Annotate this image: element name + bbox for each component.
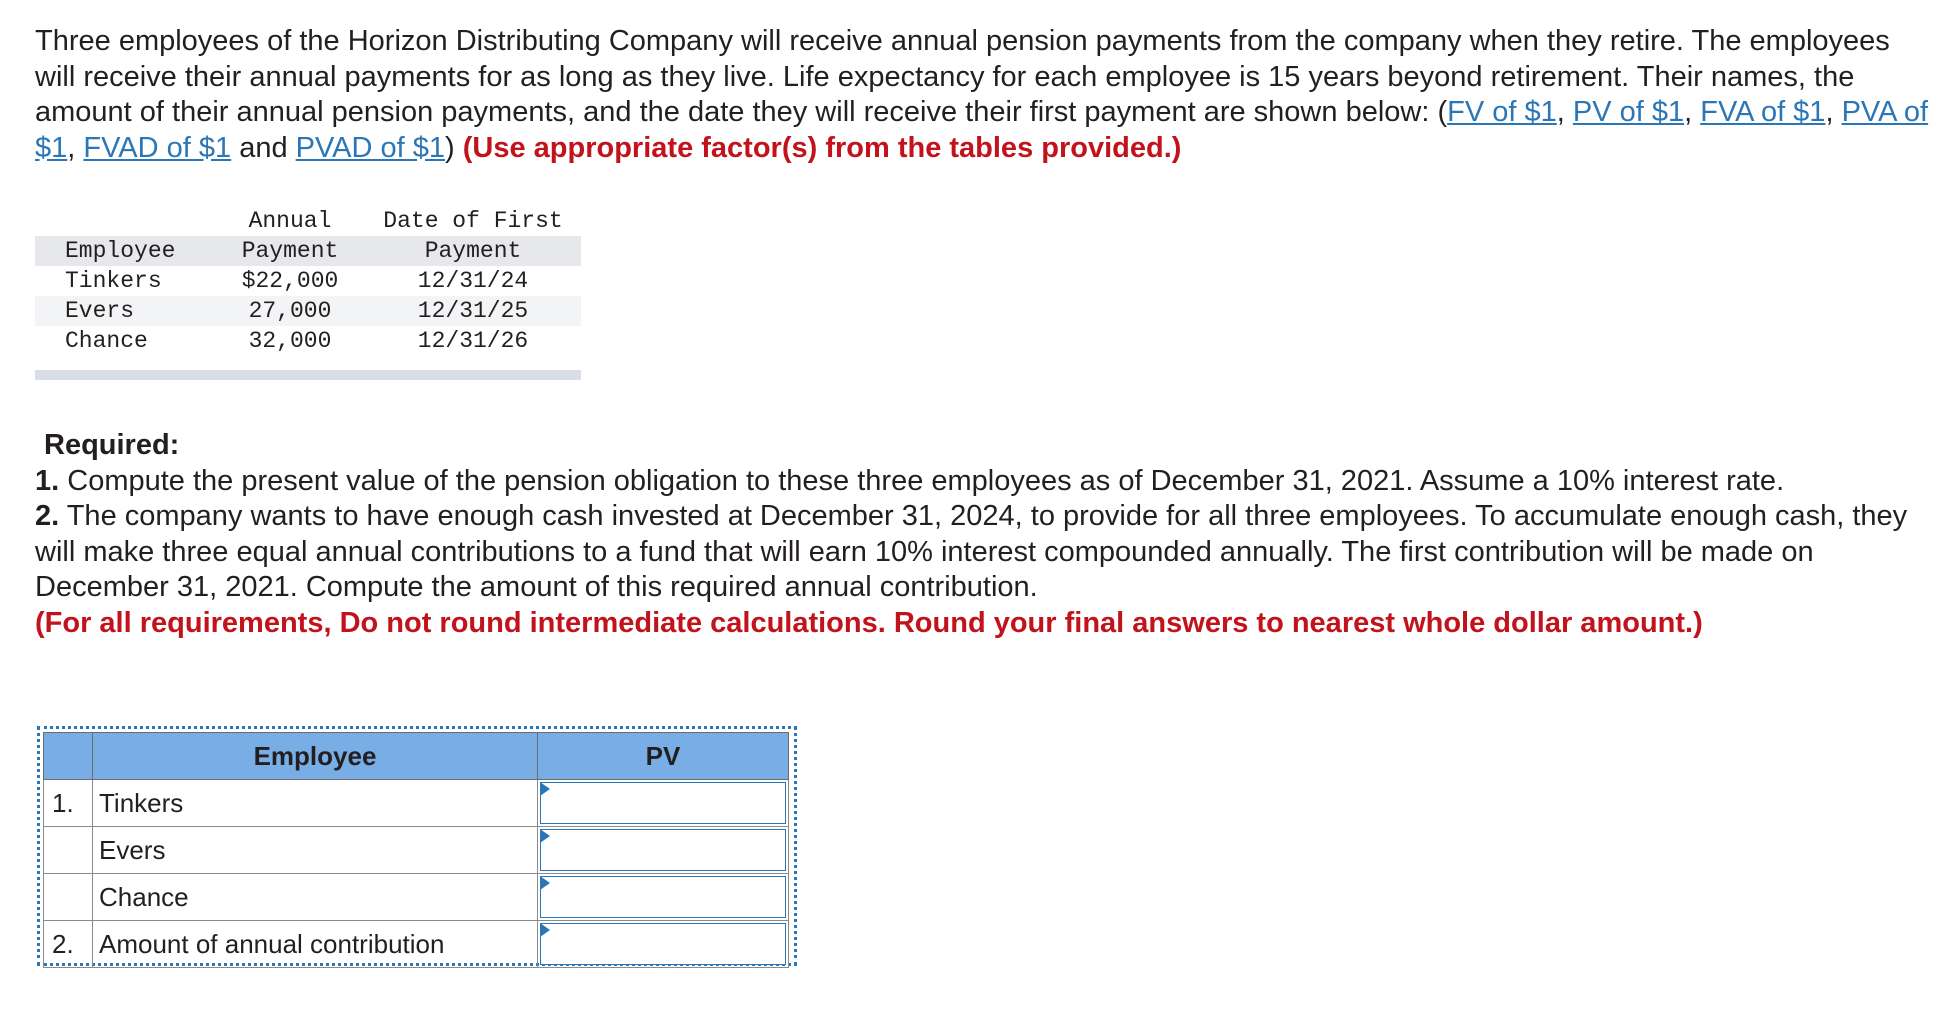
first-payment-date: 12/31/26 [417, 328, 529, 354]
table-row [35, 326, 581, 356]
table-row [44, 827, 789, 874]
employee-data-table [35, 206, 581, 380]
employee-name: Tinkers [65, 268, 162, 294]
table-header-row-top [35, 206, 581, 236]
link-pv[interactable]: PV of $1 [1572, 96, 1685, 128]
required-section [35, 428, 1915, 641]
first-payment-date: 12/31/25 [417, 298, 529, 324]
header-employee: Employee [65, 238, 176, 264]
payment-amount: 32,000 [248, 328, 332, 354]
employee-name: Chance [65, 328, 148, 354]
table-row [35, 266, 581, 296]
header-annual: Annual [248, 208, 332, 234]
answer-header-row [44, 733, 789, 780]
table-row [35, 296, 581, 326]
table-row [44, 874, 789, 921]
input-marker-icon [540, 876, 550, 890]
header-employee-col: Employee [93, 733, 538, 780]
input-marker-icon [540, 782, 550, 796]
annual-contribution-input[interactable] [540, 923, 786, 965]
employee-name: Evers [65, 298, 135, 324]
row-number: 2. [44, 921, 93, 968]
payment-amount: $22,000 [241, 268, 339, 294]
table-instruction-note: (Use appropriate factor(s) from the tables provided.) [462, 131, 1182, 164]
payment-amount: 27,000 [248, 298, 332, 324]
pv-evers-input[interactable] [540, 829, 786, 871]
input-cell [538, 874, 789, 921]
row-label: Evers [93, 827, 538, 874]
requirement-1: 1. Compute the present value of the pension obligation to these three employees as of December 31, 2021. Assume a 10% interest rate. [35, 464, 1785, 497]
row-label: Amount of annual contribution [93, 921, 538, 968]
first-payment-date: 12/31/24 [417, 268, 529, 294]
table-row [44, 780, 789, 827]
pv-chance-input[interactable] [540, 876, 786, 918]
table-header-row-bottom [35, 236, 581, 266]
link-fva[interactable]: FVA of $1 [1700, 96, 1826, 128]
header-blank [44, 733, 93, 780]
input-cell [538, 780, 789, 827]
link-pvad[interactable]: PVAD of $1 [295, 131, 446, 164]
input-cell [538, 921, 789, 968]
header-payment: Payment [241, 238, 339, 264]
row-number: 1. [44, 780, 93, 827]
link-fv[interactable]: FV of $1 [1447, 96, 1557, 128]
row-label: Tinkers [93, 780, 538, 827]
row-number [44, 827, 93, 874]
rounding-note: (For all requirements, Do not round intermediate calculations. Round your final answers to nearest whole dollar amount.) [35, 606, 1703, 639]
row-number [44, 874, 93, 921]
input-marker-icon [540, 923, 550, 937]
link-pva[interactable]: PVA of $1 [35, 96, 1929, 164]
input-cell [538, 827, 789, 874]
requirement-2: 2. The company wants to have enough cash invested at December 31, 2024, to provide for all three employees. To accumulate enough cash, they will make three equal annual contributions to a fund that will earn 10% interest compounded annually. The first contribution will be made on December 31, 2021. Compute the amount of this required annual contribution. [35, 500, 1908, 603]
table-row [44, 921, 789, 968]
header-pv-col: PV [538, 733, 789, 780]
pv-tinkers-input[interactable] [540, 782, 786, 824]
header-date-of-first: Date of First [383, 208, 563, 234]
header-date-payment: Payment [424, 238, 522, 264]
answer-table [43, 732, 789, 968]
link-fvad[interactable]: FVAD of $1 [83, 131, 232, 164]
answer-table-frame [37, 726, 797, 966]
problem-intro: Three employees of the Horizon Distributing Company will receive annual pension payments from the company when they retire. The employees will receive their annual payments for as long as they live. Life expectancy for each employee is 15 years beyond retirement. Their names, the amount of their annual pension payments, and the date they will receive their first payment are shown below: (FV of $1, PV of $1, FVA of $1, PVA of $1, FVAD of $1 and PVAD of $1) (Use appropriate factor(s) from the tables provided.) [35, 25, 1929, 164]
input-marker-icon [540, 829, 550, 843]
row-label: Chance [93, 874, 538, 921]
table-bottom-bar [35, 370, 581, 380]
required-title: Required: [44, 429, 180, 461]
